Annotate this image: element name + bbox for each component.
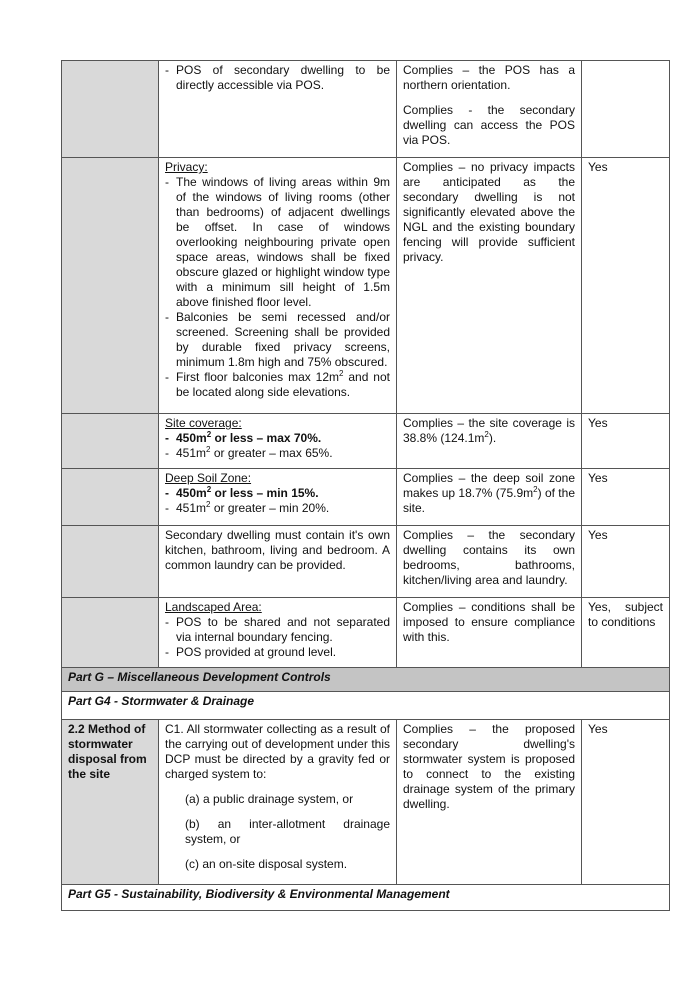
requirement-cell [159,414,397,469]
requirement-cell [159,469,397,526]
result-cell [582,720,670,885]
requirement-cell [159,158,397,414]
landscaped-result: Yes, subject to conditions [588,600,663,629]
control-label-cell [62,720,159,885]
site-coverage-bullet-2: - $451m^2$ or greater – max 65%. [165,446,390,461]
privacy-heading: Privacy: [165,160,208,174]
requirement-cell [159,598,397,668]
site-coverage-result: Yes [588,416,608,430]
table-row-secondary-dwelling [62,526,670,598]
result-cell [582,61,670,158]
landscaped-heading: Landscaped Area: [165,600,262,614]
table-row-landscaped [62,598,670,668]
deep-soil-bullet-1: - $450m^2$ or less – min 15%. [165,486,390,501]
stormwater-option-c: (c) an on-site disposal system. [185,857,348,871]
compliance-table [61,60,670,911]
part-g-title: Part G – Miscellaneous Development Controls [68,670,331,684]
section-header-cell [62,668,670,692]
section-row-part-g4 [62,692,670,720]
section-header-cell [62,692,670,720]
requirement-cell [159,720,397,885]
result-cell [582,414,670,469]
stormwater-option-a: (a) a public drainage system, or [185,792,354,806]
comment-cell [397,61,582,158]
stormwater-option-b: (b) an inter-allotment drainage system, or [185,817,390,846]
part-g5-title: Part G5 - Sustainability, Biodiversity & Environmental Management [68,887,450,901]
secondary-result: Yes [588,528,608,542]
stormwater-comment: Complies – the proposed secondary dwelling's stormwater system is proposed to connect to the existing drainage system of the primary dwelling. [403,722,575,811]
site-coverage-heading: Site coverage: [165,416,242,430]
comment-cell [397,598,582,668]
site-coverage-bullet-1: - $450m^2$ or less – max 70%. [165,431,390,446]
comment-cell [397,158,582,414]
secondary-text: Secondary dwelling must contain it's own kitchen, bathroom, living and bedroom. A common laundry can be provided. [165,528,390,572]
privacy-result: Yes [588,160,608,174]
result-cell [582,526,670,598]
stormwater-result: Yes [588,722,608,736]
requirement-cell [159,61,397,158]
deep-soil-heading: Deep Soil Zone: [165,471,252,485]
deep-soil-result: Yes [588,471,608,485]
privacy-bullet-2: - Balconies be semi recessed and/or screened. Screening shall be provided by durable fixed privacy screens, minimum 1.8m high and 75% obscured. [165,310,390,370]
site-coverage-comment: Complies – the site coverage is 38.8% $(124.1m^2)$. [403,416,575,445]
stormwater-c1: C1. All stormwater collecting as a result of the carrying out of development under this DCP must be directed by a gravity fed or charged system to: [165,722,390,781]
control-label-cell [62,469,159,526]
result-cell [582,598,670,668]
requirement-cell [159,526,397,598]
result-cell [582,158,670,414]
landscaped-comment: Complies – conditions shall be imposed to ensure compliance with this. [403,600,575,644]
privacy-comment: Complies – no privacy impacts are anticipated as the secondary dwelling is not significantly elevated above the NGL and the existing boundary fencing will provide sufficient privacy. [403,160,575,264]
section-header-cell [62,885,670,911]
section-row-part-g5 [62,885,670,911]
pos-bullet: - POS of secondary dwelling to be directly accessible via POS. [165,63,390,93]
control-label-cell [62,158,159,414]
section-row-part-g [62,668,670,692]
table-row-pos [62,61,670,158]
table-row-deep-soil [62,469,670,526]
pos-comment-2: Complies - the secondary dwelling can access the POS via POS. [403,103,575,147]
part-g4-title: Part G4 - Stormwater & Drainage [68,694,255,708]
table-row-privacy [62,158,670,414]
privacy-bullet-3: - First floor balconies $\max 12m^2$ and not be located along side elevations. [165,370,390,400]
control-label-cell [62,526,159,598]
comment-cell [397,720,582,885]
comment-cell [397,414,582,469]
landscaped-bullet-1: - POS to be shared and not separated via internal boundary fencing. [165,615,390,645]
control-label-cell [62,61,159,158]
result-cell [582,469,670,526]
comment-cell [397,469,582,526]
deep-soil-comment: Complies – the deep soil zone makes up 18.7% $(75.9m^2)$ of the site. [403,471,575,515]
landscaped-bullet-2: - POS provided at ground level. [165,645,390,660]
privacy-bullet-1: - The windows of living areas within 9m of the windows of living rooms (other than bedrooms) of adjacent dwellings be offset. In case of windows overlooking neighbouring private open space areas, windows shall be fixed obscure glazed or highlight window type with a minimum sill height of 1.5m above finished floor level. [165,175,390,310]
table-row-stormwater [62,720,670,885]
table-row-site-coverage [62,414,670,469]
pos-comment-1: Complies – the POS has a northern orientation. [403,63,575,92]
comment-cell [397,526,582,598]
secondary-comment: Complies – the secondary dwelling contains its own bedrooms, bathrooms, kitchen/living area and laundry. [403,528,575,587]
deep-soil-bullet-2: - $451m^2$ or greater – min 20%. [165,501,390,516]
stormwater-label: 2.2 Method of stormwater disposal from the site [68,722,147,781]
control-label-cell [62,414,159,469]
control-label-cell [62,598,159,668]
